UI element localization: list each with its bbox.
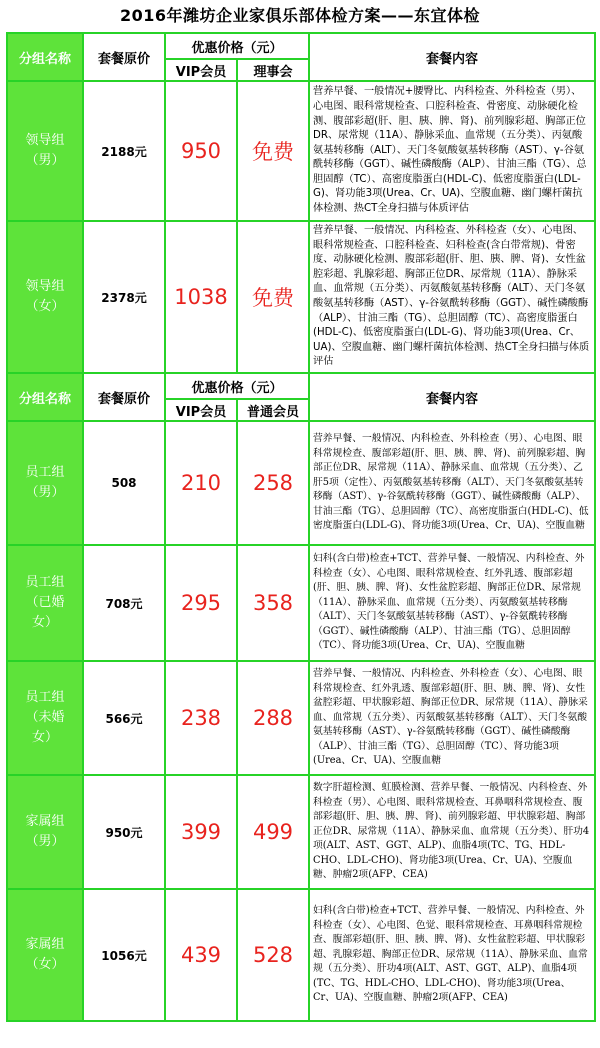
plan-table	[6, 32, 596, 1022]
header-group-name: 分组名称	[7, 373, 83, 421]
original-price: 508	[83, 421, 165, 545]
header-package-content: 套餐内容	[309, 33, 595, 81]
vip-price: 238	[165, 661, 237, 775]
table-row	[7, 775, 595, 889]
header-vip: VIP会员	[165, 399, 237, 421]
package-content: 营养早餐、一般情况、内科检查、外科检查（女）、心电图、眼科常规检查、口腔科检查、妇科检查(含白带常规)、骨密度、动脉硬化检测、腹部彩超(肝、胆、胰、脾、肾)、女性盆腔彩超、乳腺彩超、胸部正位DR、尿常规（11A）、静脉采血、血常规（五分类）、丙氨酸氨基转移酶（ALT）、天门冬氨酸氨基转移酶（AST）、γ-谷氨酰转移酶（GGT）、碱性磷酸酶（ALP）、甘油三酯（TG）、总胆固醇（TC）、高密度脂蛋白(HDL-C)、低密度脂蛋白(LDL-G)、肾功能3项(Urea、Cr、UA)、空腹血糖、幽门螺杆菌抗体检测、热CT全身扫描与体质评估	[309, 221, 595, 373]
group-name: 领导组 （女）	[7, 221, 83, 373]
page-title: 2016年潍坊企业家俱乐部体检方案——东宜体检	[119, 6, 481, 25]
header-original-price: 套餐原价	[83, 373, 165, 421]
table-row	[7, 421, 595, 545]
original-price: 2188元	[83, 81, 165, 221]
table-row	[7, 661, 595, 775]
vip-price: 295	[165, 545, 237, 661]
original-price: 566元	[83, 661, 165, 775]
group-name: 领导组 （男）	[7, 81, 83, 221]
header-package-content: 套餐内容	[309, 373, 595, 421]
original-price: 708元	[83, 545, 165, 661]
table-row	[7, 889, 595, 1021]
group-name: 员工组 （未婚 女）	[7, 661, 83, 775]
header-discount-price: 优惠价格（元）	[165, 373, 309, 399]
header-council: 理事会	[237, 59, 309, 81]
group-name: 员工组 （已婚 女）	[7, 545, 83, 661]
package-content: 营养早餐、一般情况、内科检查、外科检查（女）、心电图、眼科常规检查、红外乳透、腹部彩超(肝、胆、胰、脾、肾)、女性盆腔彩超、甲状腺彩超、胸部正位DR、尿常规（11A）、静脉采血、血常规（五分类）、丙氨酸氨基转移酶（ALT）、天门冬氨酸氨基转移酶（AST）、γ-谷氨酰转移酶（GGT）、碱性磷酸酶（ALP）、甘油三酯（TG）、总胆固醇（TC）、肾功能3项(Urea、Cr、UA)、空腹血糖	[309, 661, 595, 775]
header-vip: VIP会员	[165, 59, 237, 81]
table-row	[7, 81, 595, 221]
package-content: 妇科(含白带)检查+TCT、营养早餐、一般情况、内科检查、外科检查（女）、心电图、色觉、眼科常规检查、耳鼻咽科常规检查、腹部彩超(肝、胆、胰、脾、肾)、女性盆腔彩超、甲状腺彩超、乳腺彩超、胸部正位DR、尿常规（11A）、静脉采血、血常规（五分类）、肝功4项(ALT、AST、GGT、ALP)、血脂4项(TC、TG、HDL-CHO、LDL-CHO)、肾功能3项(Urea、Cr、UA)、空腹血糖、肿瘤2项(AFP、CEA)	[309, 889, 595, 1021]
vip-price: 1038	[165, 221, 237, 373]
header-regular-member: 普通会员	[237, 399, 309, 421]
package-content: 妇科(含白带)检查+TCT、营养早餐、一般情况、内科检查、外科检查（女）、心电图、眼科常规检查、红外乳透、腹部彩超(肝、胆、胰、脾、肾)、女性盆腔彩超、胸部正位DR、尿常规（11A）、静脉采血、血常规（五分类）、丙氨酸氨基转移酶（ALT）、天门冬氨酸氨基转移酶（AST）、γ-谷氨酰转移酶（GGT）、碱性磷酸酶（ALP）、甘油三酯（TG）、总胆固醇（TC）、肾功能3项(Urea、Cr、UA)、空腹血糖	[309, 545, 595, 661]
header-original-price: 套餐原价	[83, 33, 165, 81]
original-price: 2378元	[83, 221, 165, 373]
vip-price: 950	[165, 81, 237, 221]
header-group-name: 分组名称	[7, 33, 83, 81]
vip-price: 210	[165, 421, 237, 545]
vip-price: 399	[165, 775, 237, 889]
table-row	[7, 221, 595, 373]
group-name: 家属组 （男）	[7, 775, 83, 889]
group-name: 家属组 （女）	[7, 889, 83, 1021]
original-price: 950元	[83, 775, 165, 889]
regular-price: 528	[237, 889, 309, 1021]
original-price: 1056元	[83, 889, 165, 1021]
package-content: 营养早餐、一般情况+腰臀比、内科检查、外科检查（男）、心电图、眼科常规检查、口腔科检查、骨密度、动脉硬化检测、腹部彩超(肝、胆、胰、脾、肾)、前列腺彩超、胸部正位DR、尿常规（11A）、静脉采血、血常规（五分类）、丙氨酸氨基转移酶（ALT）、天门冬氨酸氨基转移酶（AST）、γ-谷氨酰转移酶（GGT）、碱性磷酸酶（ALP）、甘油三酯（TG）、总胆固醇（TC）、高密度脂蛋白(HDL-C)、低密度脂蛋白(LDL-G)、肾功能3项(Urea、Cr、UA)、空腹血糖、幽门螺杆菌抗体检测、热CT全身扫描与体质评估	[309, 81, 595, 221]
council-price: 免费	[237, 81, 309, 221]
vip-price: 439	[165, 889, 237, 1021]
regular-price: 499	[237, 775, 309, 889]
group-name: 员工组 （男）	[7, 421, 83, 545]
regular-price: 358	[237, 545, 309, 661]
table-row	[7, 545, 595, 661]
package-content: 营养早餐、一般情况、内科检查、外科检查（男）、心电图、眼科常规检查、腹部彩超(肝、胆、胰、脾、肾)、前列腺彩超、胸部正位DR、尿常规（11A）、静脉采血、血常规（五分类）、乙肝5项（定性）、丙氨酸氨基转移酶（ALT）、天门冬氨酸氨基转移酶（AST）、γ-谷氨酰转移酶（GGT）、碱性磷酸酶（ALP）、甘油三酯（TG）、总胆固醇（TC）、高密度脂蛋白(HDL-C)、低密度脂蛋白(LDL-G)、肾功能3项(Urea、Cr、UA)、空腹血糖	[309, 421, 595, 545]
regular-price: 258	[237, 421, 309, 545]
regular-price: 288	[237, 661, 309, 775]
header-discount-price: 优惠价格（元）	[165, 33, 309, 59]
package-content: 数字肝超检测、虹膜检测、营养早餐、一般情况、内科检查、外科检查（男）、心电图、眼科常规检查、耳鼻咽科常规检查、腹部彩超(肝、胆、胰、脾、肾)、前列腺彩超、甲状腺彩超、胸部正位DR、尿常规（11A）、静脉采血、血常规（五分类）、肝功4项(ALT、AST、GGT、ALP)、血脂4项(TC、TG、HDL-CHO、LDL-CHO)、肾功能3项(Urea、Cr、UA)、空腹血糖、肿瘤2项(AFP、CEA)	[309, 775, 595, 889]
council-price: 免费	[237, 221, 309, 373]
